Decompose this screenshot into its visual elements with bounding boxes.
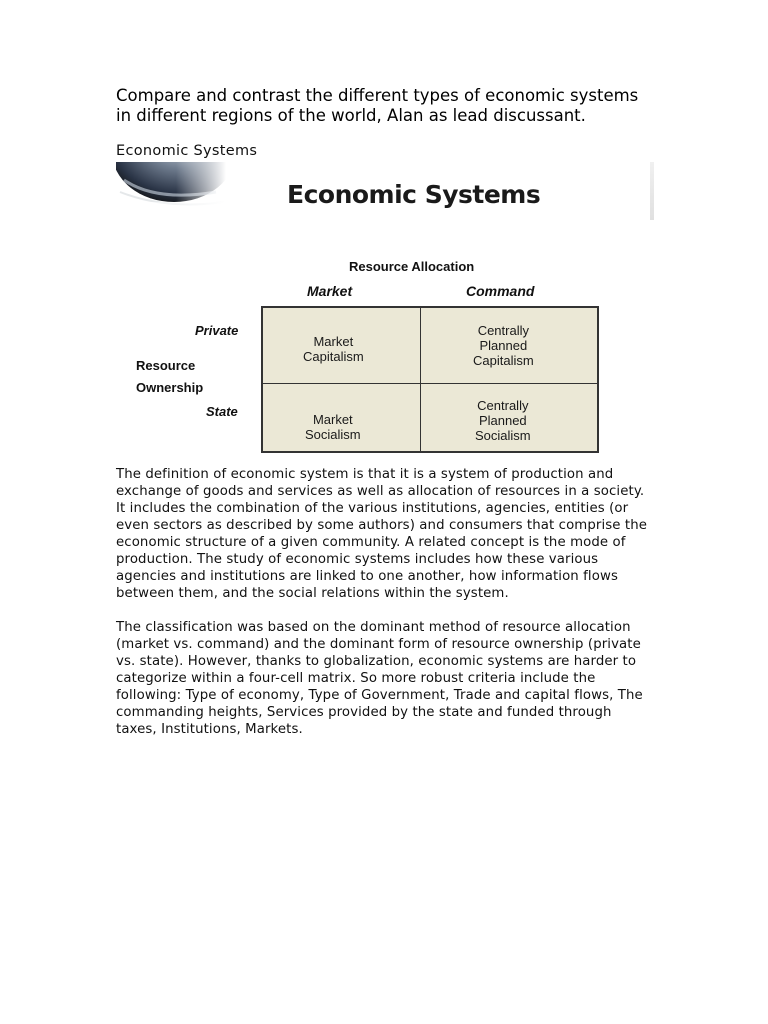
cell-centrally-planned-capitalism: Centrally Planned Capitalism [473,323,534,368]
matrix-divider-vertical [420,308,421,451]
section-title: Economic Systems [116,143,258,159]
paragraph-classification: The classification was based on the dominant method of resource allocation (market vs. command) and the dominant form of resource ownership (private vs. state). However, thanks to globalization, economic systems are harder to categorize within a four-cell matrix. So more robust criteria include the following: Type of economy, Type of Government, Trade and capital flows, The commanding heights, Services provided by the state and funded through taxes, Institutions, Markets. [116,620,643,737]
paragraph-definition: The definition of economic system is that it is a system of production and exchange of goods and services as well as allocation of resources in a society. It includes the combination of the various institutions, agencies, entities (or even sectors as described by some authors) and consumers that comprise the economic structure of a given community. A related concept is the mode of production. The study of economic systems includes how these various agencies and institutions are linked to one another, how information flows between them, and the social relations within the system. [116,467,648,601]
cell-centrally-planned-socialism: Centrally Planned Socialism [475,398,531,443]
economic-systems-figure [116,162,654,460]
cell-market-socialism: Market Socialism [305,412,361,442]
cell-market-capitalism: Market Capitalism [303,334,364,364]
ownership-label: Ownership [136,380,204,395]
resource-label: Resource [136,358,196,373]
row-header-private: Private [195,323,239,338]
four-cell-matrix [261,306,599,453]
body-text [116,466,656,738]
document-heading: Compare and contrast the different types of economic systems in different regions of the world, Alan as lead discussant. [116,86,639,125]
column-header-market: Market [307,283,353,299]
banner-edge [650,162,654,220]
figure-banner [116,162,654,220]
globe-image [116,162,226,220]
resource-allocation-label: Resource Allocation [349,259,475,274]
figure-banner-title: Economic Systems [287,180,541,209]
matrix-divider-horizontal [263,383,597,384]
row-header-state: State [206,404,238,419]
column-header-command: Command [466,283,535,299]
document-page [116,86,656,738]
